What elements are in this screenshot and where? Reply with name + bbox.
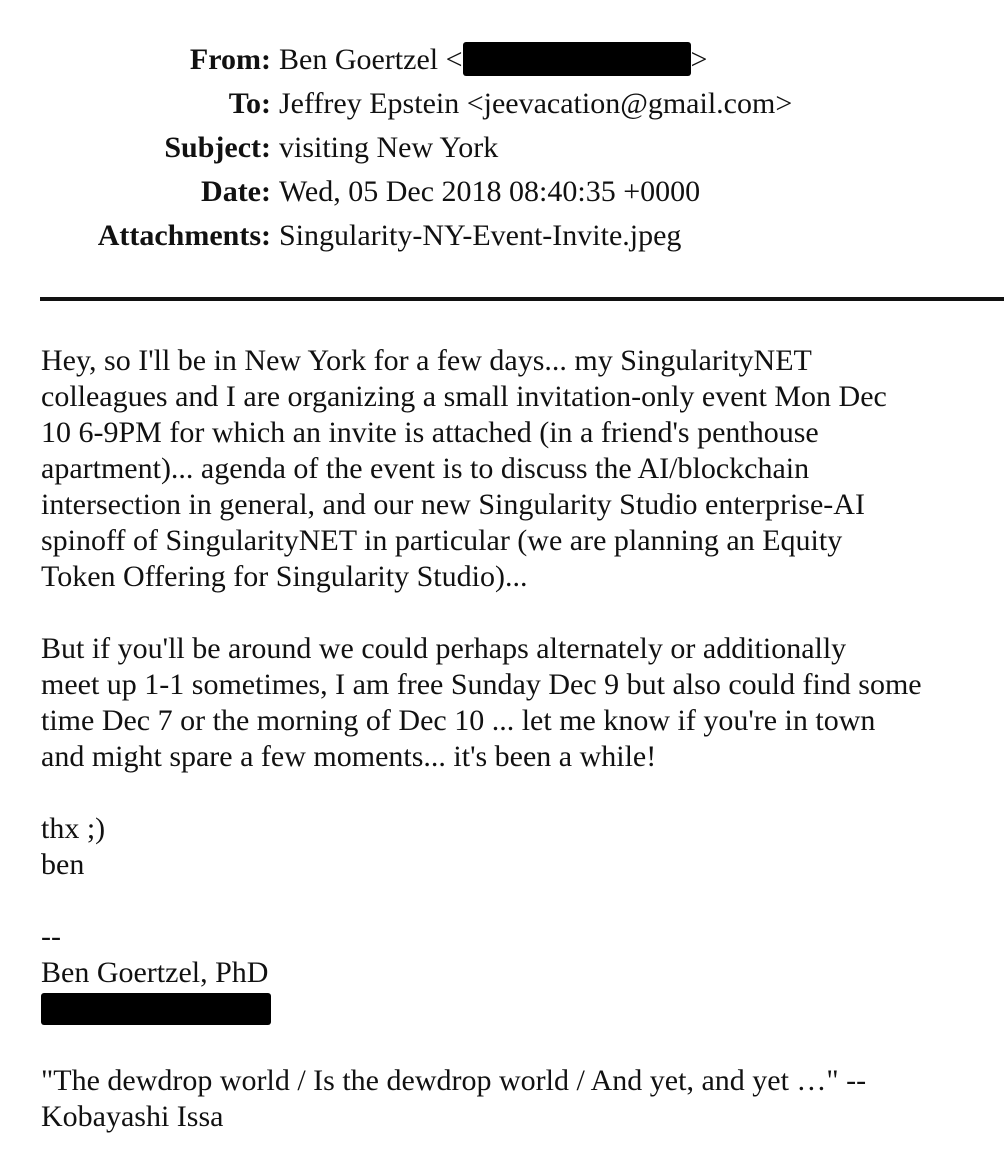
attachment-filename[interactable]: Singularity-NY-Event-Invite.jpeg [279, 219, 682, 252]
date-row [0, 170, 1004, 214]
body-line: spinoff of SingularityNET in particular (we are planning an Equity [41, 524, 843, 557]
body-line: Hey, so I'll be in New York for a few days... my SingularityNET [41, 344, 812, 377]
subject-value: visiting New York [279, 131, 499, 164]
subject-label: Subject: [164, 131, 271, 164]
signature [41, 919, 1001, 1025]
body-line: time Dec 7 or the morning of Dec 10 ... let me know if you're in town [41, 704, 876, 737]
redacted-signature-block [41, 993, 271, 1025]
body-line: Token Offering for Singularity Studio)... [41, 560, 528, 593]
from-name: Ben Goertzel < [279, 43, 463, 76]
redacted-email-block [463, 42, 691, 76]
to-value: Jeffrey Epstein <jeevacation@gmail.com> [279, 87, 793, 120]
subject-row [0, 126, 1004, 170]
date-value: Wed, 05 Dec 2018 08:40:35 +0000 [279, 175, 701, 208]
body-line: meet up 1-1 sometimes, I am free Sunday Dec 9 but also could find some [41, 668, 922, 701]
signature-separator: -- [41, 920, 61, 953]
from-close: > [690, 43, 708, 76]
signature-name: Ben Goertzel, PhD [41, 956, 269, 989]
header-divider [40, 297, 1004, 301]
from-row [0, 38, 1004, 82]
paragraph-gap [41, 775, 1001, 811]
email-body [41, 343, 1001, 1135]
attachments-label: Attachments: [97, 219, 271, 252]
paragraph-gap [41, 883, 1001, 919]
signoff [41, 811, 1001, 883]
body-line: intersection in general, and our new Singularity Studio enterprise-AI [41, 488, 865, 521]
paragraph-2 [41, 631, 1001, 775]
date-label: Date: [201, 175, 271, 208]
paragraph-1 [41, 343, 1001, 595]
from-value [271, 38, 707, 82]
body-line: colleagues and I are organizing a small invitation-only event Mon Dec [41, 380, 887, 413]
from-label: From: [189, 43, 271, 76]
paragraph-gap [41, 1027, 1001, 1063]
to-row [0, 82, 1004, 126]
quote-line: "The dewdrop world / Is the dewdrop world / And yet, and yet …" -- [41, 1064, 867, 1097]
attachments-row [0, 214, 1004, 258]
signoff-line: ben [41, 848, 85, 881]
body-line: and might spare a few moments... it's been a while! [41, 740, 657, 773]
quote-line: Kobayashi Issa [41, 1100, 224, 1133]
signoff-line: thx ;) [41, 812, 106, 845]
email-header [0, 38, 1004, 258]
body-line: But if you'll be around we could perhaps alternately or additionally [41, 632, 847, 665]
body-line: apartment)... agenda of the event is to discuss the AI/blockchain [41, 452, 810, 485]
signature-quote [41, 1063, 1001, 1135]
paragraph-gap [41, 595, 1001, 631]
to-label: To: [228, 87, 271, 120]
body-line: 10 6-9PM for which an invite is attached (in a friend's penthouse [41, 416, 819, 449]
